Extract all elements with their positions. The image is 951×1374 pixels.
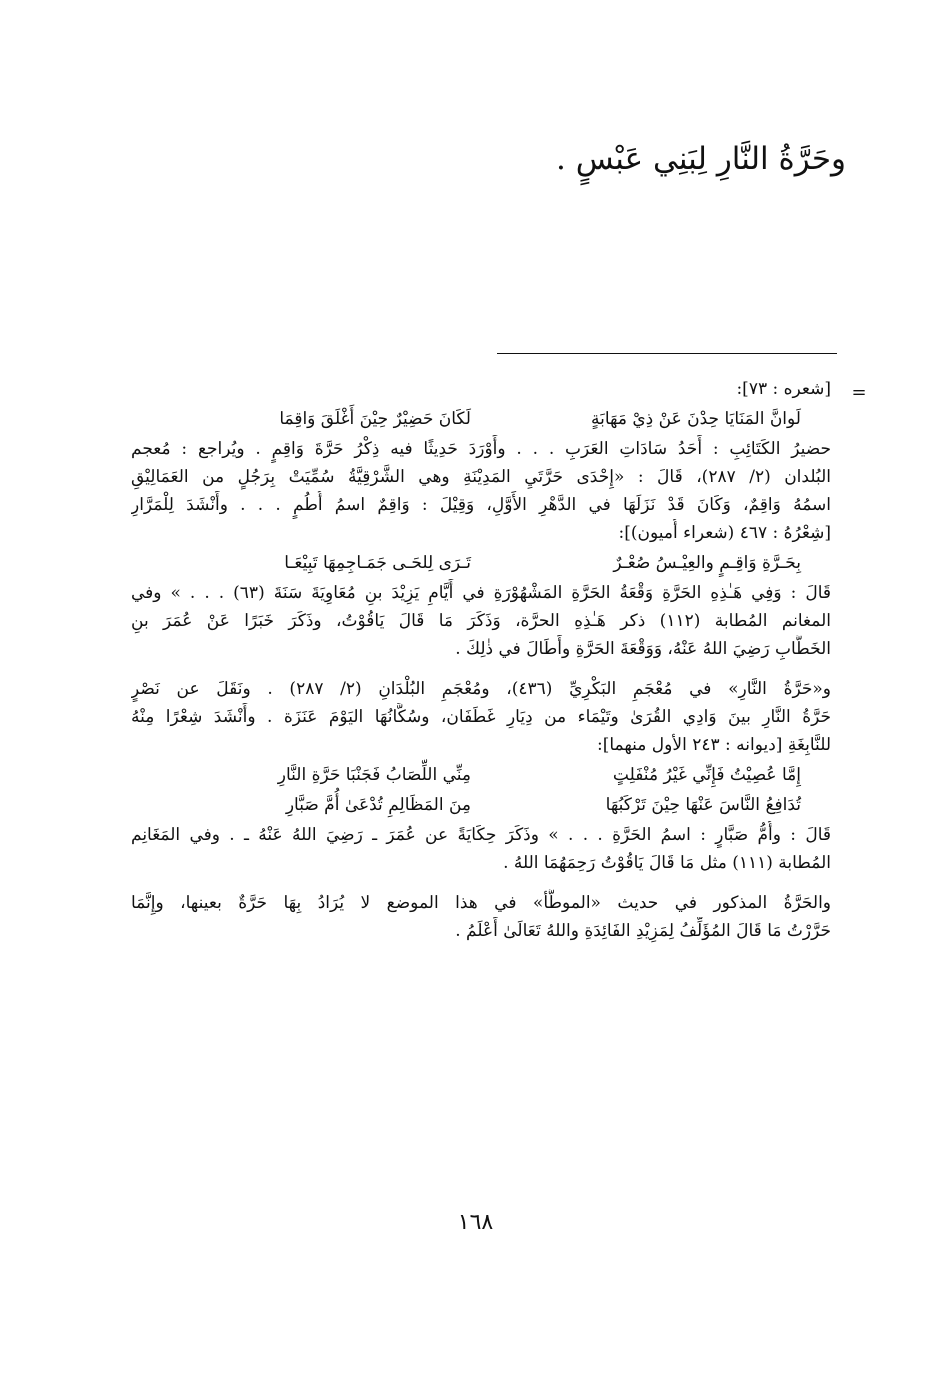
verse-line (131, 549, 831, 577)
footnote-line: والحَرَّةُ المذكور في حديث «الموطَّأ» في هذا الموضع لا يُرَادُ بِهَا حَرَّةٌ بعينها، وإِنَّمَا (131, 893, 831, 913)
footnote-line: حَرَّرْتُ مَا قَالَ المُؤَلِّفُ لِمَزِيْدِ الفَائِدَةِ واللهُ تَعَالَىٰ أَعْلَمُ . (455, 921, 831, 941)
page-number: ١٦٨ (457, 1210, 494, 1235)
footnote-line: [شعره : ٧٣]: (736, 379, 831, 399)
footnote-line: [شِعْرُهُ : ٤٦٧ (شعراء أُميون)]: (618, 523, 831, 543)
verse-first-hemistich: إِمَّا عُصِيْتُ فَإِنِّي غَيْرُ مُنْفَلِتٍ (612, 765, 801, 785)
footnote-line: اسمُهُ وَاقِمٌ، وَكَانَ قَدْ نَزَلَهَا في الدَّهْرِ الأَوَّلِ، وَقِيْلَ : وَاقِمٌ اسمُ أُطُمٍ . . . وأَنْشَدَ لِلْمَرَّارِ (131, 495, 831, 515)
continuation-mark: = (851, 382, 867, 403)
verse-first-hemistich: تُدَافِعُ النَّاسَ عَنْهَا حِيْنَ تَرْكَبُهَا (605, 795, 801, 815)
main-text: وحَرَّةُ النَّارِ لِبَنِي عَبْسٍ . (556, 141, 846, 177)
verse-second-hemistich: مِنِّي اللِّصَابُ فَجَنْبَا حَرَّةِ النَّارِ (277, 765, 471, 785)
footnote-line: حضيرُ الكَتَائِبِ : أَحَدُ سَادَاتِ العَرَبِ . . . وأَوْرَدَ حَدِيثًا فيه ذِكْرُ حَرَّةَ وَاقِمٍ . ويُراجع : مُعجم (131, 439, 831, 459)
footnote-line: حَرَّةُ النَّارِ بينَ وَادِي القُرَىٰ وتَيْمَاء من دِيَارِ غَطَفَان، وسُكَّانُهَا اليَوْمَ عَنَزَة . وأَنْشَدَ شِعْرًا مِنْهُ (131, 707, 831, 727)
footnote-line: المغانم المُطابة (١١٢) ذكر هَـٰذِهِ الحرَّة، وَذَكَرَ مَا قَالَ يَاقُوْتُ، وذَكَرَ خَبَرًا عَنْ عُمَرَ بنِ (131, 611, 831, 631)
footnote-line: الخَطَّابِ رَضِيَ اللهُ عَنْهُ، وَوَقْعَةَ الحَرَّةِ وأَطَالَ في ذٰلِكَ . (455, 639, 831, 659)
verse-first-hemistich: لَوانَّ المَنَايَا حِدْنَ عَنْ ذِيْ مَهَابَةٍ (591, 409, 801, 429)
footnote-separator (497, 353, 837, 354)
footnote-line: للنَّابِغَةِ [ديوانه : ٢٤٣ الأول منهما]: (596, 735, 831, 755)
footnote-line: قَالَ : وأُمُّ صَبَّارٍ : اسمُ الحَرَّةِ . . . » وذَكَرَ حِكَايَةً عن عُمَرَ ـ رَضِيَ اللهُ عَنْهُ ـ . وفي المَغَانِم (131, 825, 831, 845)
footnote-line: المُطابة (١١١) مثل مَا قَالَ يَاقُوْتُ رَحِمَهُمَا اللهُ . (503, 853, 831, 873)
footnote-line: البُلدان (٢/ ٢٨٧)، قَالَ : «إِحْدَى حَرَّتَيِ المَدِيْنَةِ وهي الشَّرْقِيَّةُ سُمِّيَتْ بِرَجُلٍ من العَمَالِيْقِ (131, 467, 831, 487)
verse-first-hemistich: بِحَـرَّةِ وَاقِـمٍ والعِيْـسُ صُعْـرٌ (613, 553, 801, 573)
verse-second-hemistich: تَـرَى لِلحَـى جَمَـاجِمِهَا تَبِيْعَـا (284, 553, 471, 573)
verse-line (131, 405, 831, 433)
verse-second-hemistich: مِنَ المَظَالِمِ تُدْعَىٰ أُمَّ صَبَّارِ (285, 795, 471, 815)
footnote-line: و«حَرَّةُ النَّارِ» في مُعْجَمِ البَكْرِيِّ (٤٣٦)، ومُعْجَمِ البُلْدَانِ (٢/ ٢٨٧) . ونَقَلَ عن نَصْرٍ (131, 679, 831, 699)
footnotes (131, 375, 831, 945)
verse-line (131, 761, 831, 789)
footnote-line: قَالَ : وَفِي هَـٰذِهِ الحَرَّةِ وَقْعَةُ الحَرَّةِ المَشْهُوْرَةِ في أَيَّامِ يَزِيْدَ بنِ مُعَاوِيَةَ سَنَةَ (٦٣) . . . » وفي (131, 583, 831, 603)
verse-second-hemistich: لَكَانَ حَضِيْرٌ حِيْنَ أَغْلَقَ وَاقِمَا (279, 409, 471, 429)
verse-line (131, 791, 831, 819)
